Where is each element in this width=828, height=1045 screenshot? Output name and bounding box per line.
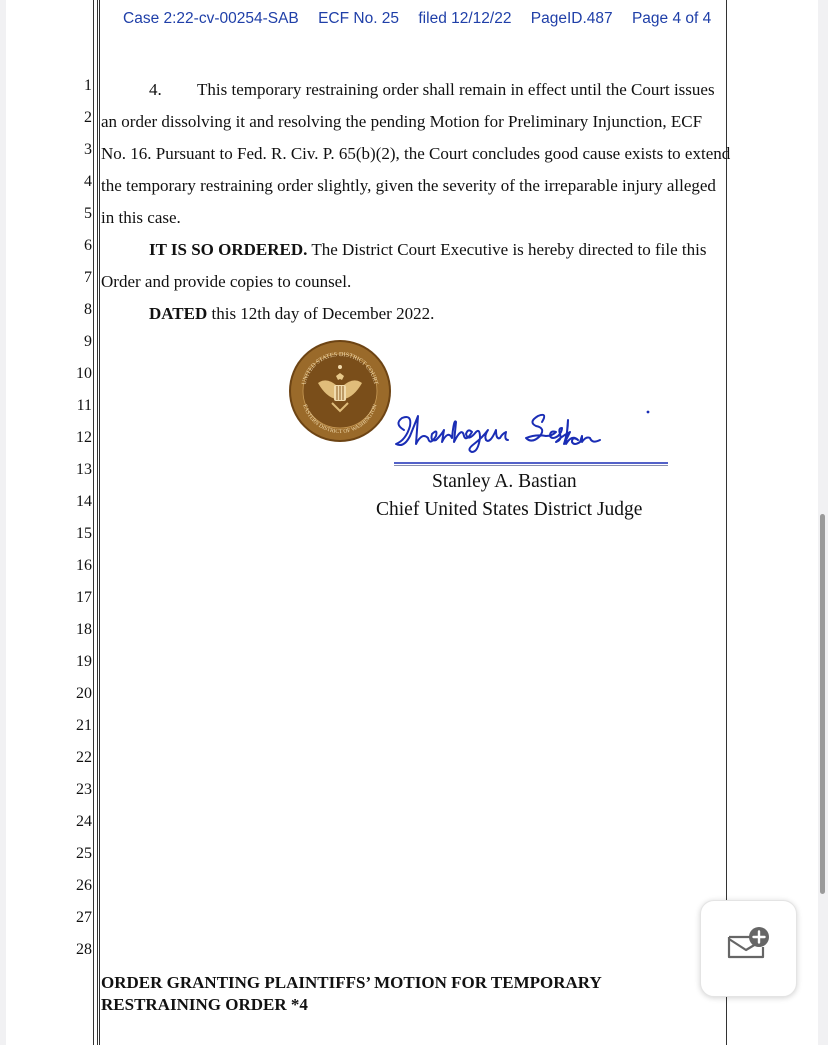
document-footer	[101, 972, 701, 1016]
ecf-header	[123, 10, 726, 28]
svg-text:UNITED STATES DISTRICT COURT: UNITED STATES DISTRICT COURT	[300, 350, 380, 386]
header-ecf: ECF No. 25	[318, 10, 400, 27]
line-number: 11	[76, 397, 92, 414]
line-number: 12	[76, 429, 92, 446]
line-number: 13	[76, 461, 92, 478]
header-page: Page 4 of 4	[631, 10, 712, 27]
paragraph-number: 4.	[149, 80, 162, 99]
vertical-scrollbar[interactable]	[820, 514, 825, 894]
dated-text: this 12th day of December 2022.	[207, 304, 435, 323]
court-seal-icon	[288, 339, 392, 443]
line-number: 16	[76, 557, 92, 574]
line-number: 14	[76, 493, 92, 510]
svg-text:EASTERN DISTRICT OF WASHINGTON: EASTERN DISTRICT OF WASHINGTON	[301, 403, 379, 436]
order-body	[101, 74, 731, 330]
so-ordered-bold: IT IS SO ORDERED.	[149, 240, 308, 259]
mail-add-icon	[725, 925, 771, 965]
line-number: 2	[84, 109, 92, 126]
dated-bold: DATED	[149, 304, 208, 323]
line-number: 23	[76, 781, 92, 798]
line-number: 1	[84, 77, 92, 94]
left-margin-rule-third	[99, 0, 100, 1045]
line-number: 6	[84, 237, 92, 254]
left-margin-rule-inner	[97, 0, 98, 1045]
judge-name: Stanley A. Bastian	[432, 471, 577, 492]
line-number: 9	[84, 333, 92, 350]
footer-line-2: RESTRAINING ORDER *4	[101, 995, 308, 1014]
judge-signature	[392, 406, 672, 472]
line-number: 26	[76, 877, 92, 894]
line-number: 15	[76, 525, 92, 542]
line-number: 7	[84, 269, 92, 286]
header-filed: filed 12/12/22	[418, 10, 512, 27]
line-number: 20	[76, 685, 92, 702]
header-pageid: PageID.487	[530, 10, 613, 27]
line-number: 19	[76, 653, 92, 670]
line-number: 8	[84, 301, 92, 318]
left-margin-rule	[93, 0, 94, 1045]
paragraph-4	[101, 74, 731, 234]
paragraph-4-text: This temporary restraining order shall remain in effect until the Court issues an order dissolving it and resolving the pending Motion for Preliminary Injunction, ECF No. 16. Pursuant to Fed. R. Civ. P. 65(b)(2), the Court concludes good cause exists to extend the temporary restraining order slightly, given the severity of the irreparable injury alleged in this case.	[101, 80, 731, 227]
line-number: 28	[76, 941, 92, 958]
line-number: 3	[84, 141, 92, 158]
line-number: 5	[84, 205, 92, 222]
header-case: Case 2:22-cv-00254-SAB	[123, 10, 299, 27]
line-number: 18	[76, 621, 92, 638]
line-number: 24	[76, 813, 92, 830]
line-number: 21	[76, 717, 92, 734]
line-number: 10	[76, 365, 92, 382]
so-ordered-text: The District Court Executive is hereby directed to file this Order and provide copies to counsel.	[101, 240, 707, 291]
mail-add-button[interactable]	[700, 900, 797, 997]
line-number: 27	[76, 909, 92, 926]
line-number: 4	[84, 173, 92, 190]
line-number: 25	[76, 845, 92, 862]
dated-paragraph	[101, 298, 731, 330]
judge-title: Chief United States District Judge	[376, 499, 643, 520]
line-number: 22	[76, 749, 92, 766]
line-number: 17	[76, 589, 92, 606]
footer-line-1: ORDER GRANTING PLAINTIFFS’ MOTION FOR TEMPORARY	[101, 973, 602, 992]
so-ordered-paragraph	[101, 234, 731, 298]
